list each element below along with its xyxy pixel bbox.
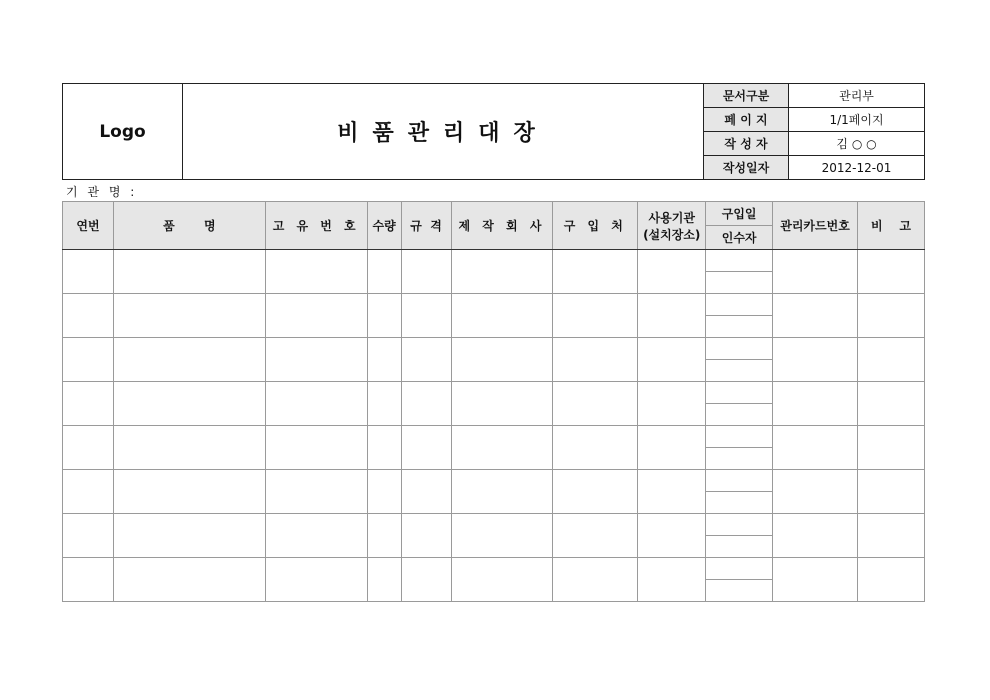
cell-qty[interactable] [367,514,401,558]
col-header-no: 연번 [63,202,114,250]
cell-maker[interactable] [451,558,553,602]
col-header-vendor: 구 입 처 [553,202,638,250]
cell-note[interactable] [857,294,924,338]
author-label: 작 성 자 [704,132,789,156]
cell-dept[interactable] [638,338,706,382]
cell-receiver[interactable] [706,272,773,294]
cell-vendor[interactable] [553,470,638,514]
cell-maker[interactable] [451,294,553,338]
doc-type-value: 관리부 [789,84,925,108]
cell-spec[interactable] [401,514,451,558]
cell-spec[interactable] [401,338,451,382]
cell-spec[interactable] [401,294,451,338]
cell-maker[interactable] [451,338,553,382]
cell-spec[interactable] [401,382,451,426]
cell-item[interactable] [113,426,265,470]
col-header-dept [638,202,706,250]
cell-note[interactable] [857,470,924,514]
cell-qty[interactable] [367,382,401,426]
cell-spec[interactable] [401,250,451,294]
cell-maker[interactable] [451,382,553,426]
col-header-dept-line1: 사용기관 [648,210,695,225]
cell-purchase-date[interactable] [706,294,773,316]
cell-qty[interactable] [367,338,401,382]
cell-purchase-date[interactable] [706,250,773,272]
cell-dept[interactable] [638,294,706,338]
cell-dept[interactable] [638,250,706,294]
cell-receiver[interactable] [706,316,773,338]
table-row [63,470,925,492]
cell-item[interactable] [113,338,265,382]
cell-card-no[interactable] [773,250,858,294]
equipment-ledger-table [62,201,925,602]
cell-purchase-date[interactable] [706,470,773,492]
cell-dept[interactable] [638,558,706,602]
cell-maker[interactable] [451,250,553,294]
page-value: 1/1페이지 [789,108,925,132]
author-value: 김 ○ ○ [789,132,925,156]
cell-qty[interactable] [367,470,401,514]
cell-item[interactable] [113,470,265,514]
cell-purchase-date[interactable] [706,338,773,360]
cell-serial[interactable] [265,338,367,382]
organization-label: 기 관 명 : [66,185,138,199]
cell-dept[interactable] [638,382,706,426]
cell-item[interactable] [113,382,265,426]
cell-card-no[interactable] [773,426,858,470]
cell-no[interactable] [63,294,114,338]
date-label: 작성일자 [704,156,789,180]
cell-qty[interactable] [367,558,401,602]
date-value: 2012-12-01 [789,156,925,180]
cell-receiver[interactable] [706,492,773,514]
logo: Logo [63,84,183,180]
cell-serial[interactable] [265,426,367,470]
cell-note[interactable] [857,558,924,602]
cell-vendor[interactable] [553,558,638,602]
page-label: 페 이 지 [704,108,789,132]
cell-item[interactable] [113,514,265,558]
table-row [63,294,925,316]
table-row [63,558,925,580]
cell-card-no[interactable] [773,294,858,338]
cell-serial[interactable] [265,382,367,426]
cell-card-no[interactable] [773,338,858,382]
table-row [63,250,925,272]
cell-receiver[interactable] [706,360,773,382]
cell-no[interactable] [63,250,114,294]
cell-maker[interactable] [451,426,553,470]
table-row [63,514,925,536]
cell-card-no[interactable] [773,514,858,558]
cell-receiver[interactable] [706,404,773,426]
col-header-item: 품 명 [113,202,265,250]
document-header [62,83,925,180]
cell-card-no[interactable] [773,558,858,602]
cell-spec[interactable] [401,470,451,514]
cell-dept[interactable] [638,514,706,558]
cell-vendor[interactable] [553,250,638,294]
cell-qty[interactable] [367,250,401,294]
cell-note[interactable] [857,514,924,558]
cell-serial[interactable] [265,470,367,514]
cell-item[interactable] [113,250,265,294]
col-header-purchase-date: 구입일 [706,202,773,226]
cell-qty[interactable] [367,426,401,470]
col-header-receiver: 인수자 [706,226,773,250]
col-header-qty: 수량 [367,202,401,250]
cell-vendor[interactable] [553,382,638,426]
cell-qty[interactable] [367,294,401,338]
col-header-spec: 규 격 [401,202,451,250]
cell-note[interactable] [857,250,924,294]
document-title: 비품관리대장 [183,84,704,180]
cell-serial[interactable] [265,294,367,338]
col-header-maker: 제 작 회 사 [451,202,553,250]
cell-item[interactable] [113,294,265,338]
table-row [63,338,925,360]
cell-purchase-date[interactable] [706,558,773,580]
cell-maker[interactable] [451,514,553,558]
cell-card-no[interactable] [773,382,858,426]
cell-no[interactable] [63,514,114,558]
cell-spec[interactable] [401,558,451,602]
cell-dept[interactable] [638,426,706,470]
cell-no[interactable] [63,338,114,382]
cell-receiver[interactable] [706,580,773,602]
cell-card-no[interactable] [773,470,858,514]
cell-purchase-date[interactable] [706,514,773,536]
table-row [63,382,925,404]
col-header-card-no: 관리카드번호 [773,202,858,250]
ledger-body [63,250,925,602]
table-row [63,426,925,448]
col-header-note: 비 고 [857,202,924,250]
cell-serial[interactable] [265,558,367,602]
cell-maker[interactable] [451,470,553,514]
cell-note[interactable] [857,426,924,470]
cell-purchase-date[interactable] [706,426,773,448]
cell-serial[interactable] [265,250,367,294]
cell-spec[interactable] [401,426,451,470]
cell-no[interactable] [63,382,114,426]
cell-receiver[interactable] [706,536,773,558]
cell-item[interactable] [113,558,265,602]
col-header-serial: 고 유 번 호 [265,202,367,250]
cell-note[interactable] [857,382,924,426]
cell-no[interactable] [63,558,114,602]
cell-note[interactable] [857,338,924,382]
cell-no[interactable] [63,470,114,514]
cell-vendor[interactable] [553,514,638,558]
col-header-dept-line2: (설치장소) [643,227,701,242]
cell-vendor[interactable] [553,338,638,382]
cell-purchase-date[interactable] [706,382,773,404]
cell-receiver[interactable] [706,448,773,470]
cell-vendor[interactable] [553,426,638,470]
doc-type-label: 문서구분 [704,84,789,108]
cell-dept[interactable] [638,470,706,514]
cell-no[interactable] [63,426,114,470]
cell-serial[interactable] [265,514,367,558]
cell-vendor[interactable] [553,294,638,338]
